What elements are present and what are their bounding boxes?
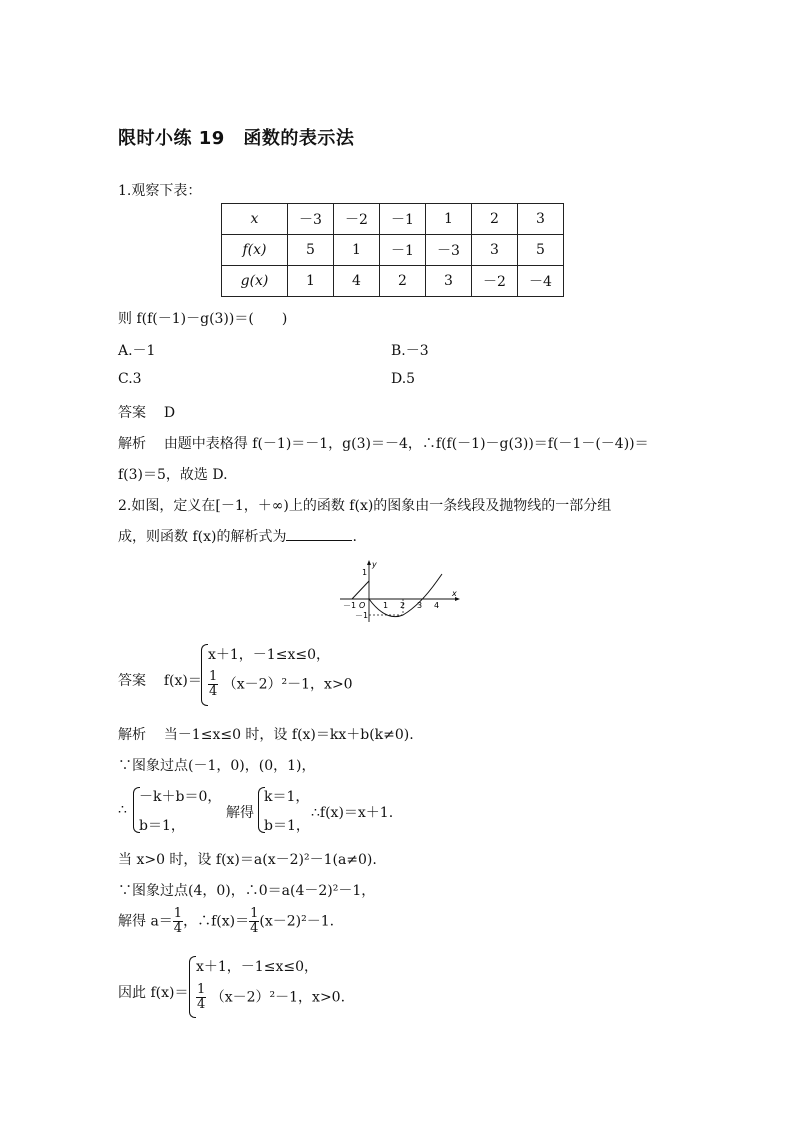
segment-line [352, 581, 369, 599]
q2-analysis-6 [118, 907, 334, 936]
table-row-x [222, 204, 564, 235]
option-b: B.－3 [391, 343, 429, 359]
final-piece-2 [196, 983, 345, 1012]
frac-num: 1 [173, 906, 183, 921]
option-c: C.3 [118, 371, 142, 387]
q2-answer-label [118, 670, 202, 690]
page-title: 限时小练 19 函数的表示法 [118, 128, 355, 149]
q2-analysis-5: ∵图象过点(4，0)，∴0＝a(4－2)²－1， [118, 883, 376, 899]
stem-text: 成，则函数 f(x)的解析式为 [118, 529, 287, 545]
table-cell: g(x) [222, 266, 288, 297]
table-cell: －4 [518, 266, 564, 297]
tick-label: 2 [400, 601, 406, 610]
piece-2 [208, 670, 353, 699]
q2-analysis-1 [118, 724, 414, 744]
tick-label: 1 [383, 601, 389, 610]
answer-fx: f(x)＝ [163, 673, 202, 689]
analysis-text: 当－1≤x≤0 时，设 f(x)＝kx＋b(k≠0). [163, 727, 414, 743]
answer-label: 答案 [118, 405, 146, 421]
table-cell: －2 [334, 204, 380, 235]
table-cell: 4 [334, 266, 380, 297]
tick-label: 1 [362, 568, 368, 577]
table-cell: 3 [518, 204, 564, 235]
a6-pre: 解得 a＝ [118, 913, 173, 930]
table-cell: 1 [288, 266, 334, 297]
frac-den: 4 [197, 997, 206, 1012]
tick-label: 4 [434, 601, 440, 610]
fraction [196, 983, 206, 1012]
frac-num: 1 [250, 906, 259, 921]
function-graph [336, 558, 466, 624]
a6-mid: ，∴f(x)＝ [183, 913, 250, 930]
table-cell: 2 [472, 204, 518, 235]
origin-label: O [359, 601, 366, 610]
frac-den: 4 [209, 684, 218, 699]
system2-line1: k＝1， [264, 789, 310, 805]
y-axis-arrow [367, 560, 371, 565]
y-axis-label: y [372, 560, 377, 569]
q2-final-label: 因此 f(x)＝ [118, 985, 189, 1001]
table-cell: －1 [380, 204, 426, 235]
tick-label: －1 [355, 611, 369, 620]
final-piece-2-text: （x－2）²－1，x>0. [210, 989, 346, 1006]
table-cell: －3 [288, 204, 334, 235]
table-cell: 5 [518, 235, 564, 266]
parabola-curve [369, 574, 442, 617]
option-d: D.5 [391, 371, 416, 387]
answer-blank [286, 528, 352, 541]
solve-text: 解得 [226, 805, 254, 821]
frac-num: 1 [197, 982, 206, 997]
x-axis-label: x [452, 589, 457, 598]
a6-post: (x－2)²－1. [259, 913, 335, 930]
table-cell: －2 [472, 266, 518, 297]
table-row-g [222, 266, 564, 297]
table-cell: x [222, 204, 288, 235]
answer-value: D [163, 405, 176, 421]
tick-label: 3 [417, 601, 423, 610]
table-cell: 2 [380, 266, 426, 297]
analysis-label: 解析 [118, 727, 146, 743]
fraction [249, 907, 259, 936]
therefore-symbol: ∴ [118, 802, 127, 818]
stem-end: . [352, 529, 357, 545]
system-result: ∴f(x)＝x＋1. [311, 805, 394, 821]
table-cell: 1 [334, 235, 380, 266]
fraction [208, 670, 218, 699]
system1-line1: －k＋b＝0， [139, 789, 222, 805]
option-a: A.－1 [118, 343, 156, 359]
system1-line2: b＝1， [139, 818, 185, 834]
table-cell: －3 [426, 235, 472, 266]
q2-stem-line2 [118, 526, 357, 546]
q1-stem: 1.观察下表： [118, 183, 202, 199]
fraction [173, 907, 183, 936]
final-piece-1: x＋1，－1≤x≤0， [196, 959, 318, 975]
table-cell: 3 [426, 266, 472, 297]
table-cell: －1 [380, 235, 426, 266]
frac-num: 1 [209, 669, 218, 684]
tick-label: －1 [343, 601, 357, 610]
frac-den: 4 [250, 921, 259, 936]
analysis-label: 解析 [118, 436, 146, 452]
piece-1: x＋1，－1≤x≤0， [208, 647, 330, 663]
table-cell: 5 [288, 235, 334, 266]
q1-answer [118, 402, 175, 422]
q2-analysis-2: ∵图象过点(－1，0)，(0，1)， [118, 758, 316, 774]
table-cell: 3 [472, 235, 518, 266]
values-table [221, 203, 564, 297]
piece-2-text: （x－2）²－1，x>0 [222, 676, 353, 693]
q1-question: 则 f(f(－1)－g(3))＝( ) [118, 311, 288, 327]
q2-stem-line1: 2.如图，定义在[－1，＋∞)上的函数 f(x)的图象由一条线段及抛物线的一部分组 [118, 498, 612, 514]
table-row-f [222, 235, 564, 266]
table-cell: f(x) [222, 235, 288, 266]
frac-den: 4 [173, 921, 183, 936]
answer-label: 答案 [118, 673, 146, 689]
piecewise-brace [201, 644, 208, 706]
q1-analysis-line2: f(3)＝5，故选 D. [118, 467, 228, 483]
q1-analysis-line1 [118, 433, 649, 453]
table-cell: 1 [426, 204, 472, 235]
q2-analysis-4: 当 x>0 时，设 f(x)＝a(x－2)²－1(a≠0). [118, 852, 377, 868]
analysis-text: 由题中表格得 f(－1)＝－1，g(3)＝－4，∴f(f(－1)－g(3))＝f(－1－(－4))＝ [163, 436, 649, 452]
system2-line2: b＝1， [264, 818, 310, 834]
piecewise-brace [189, 956, 196, 1018]
